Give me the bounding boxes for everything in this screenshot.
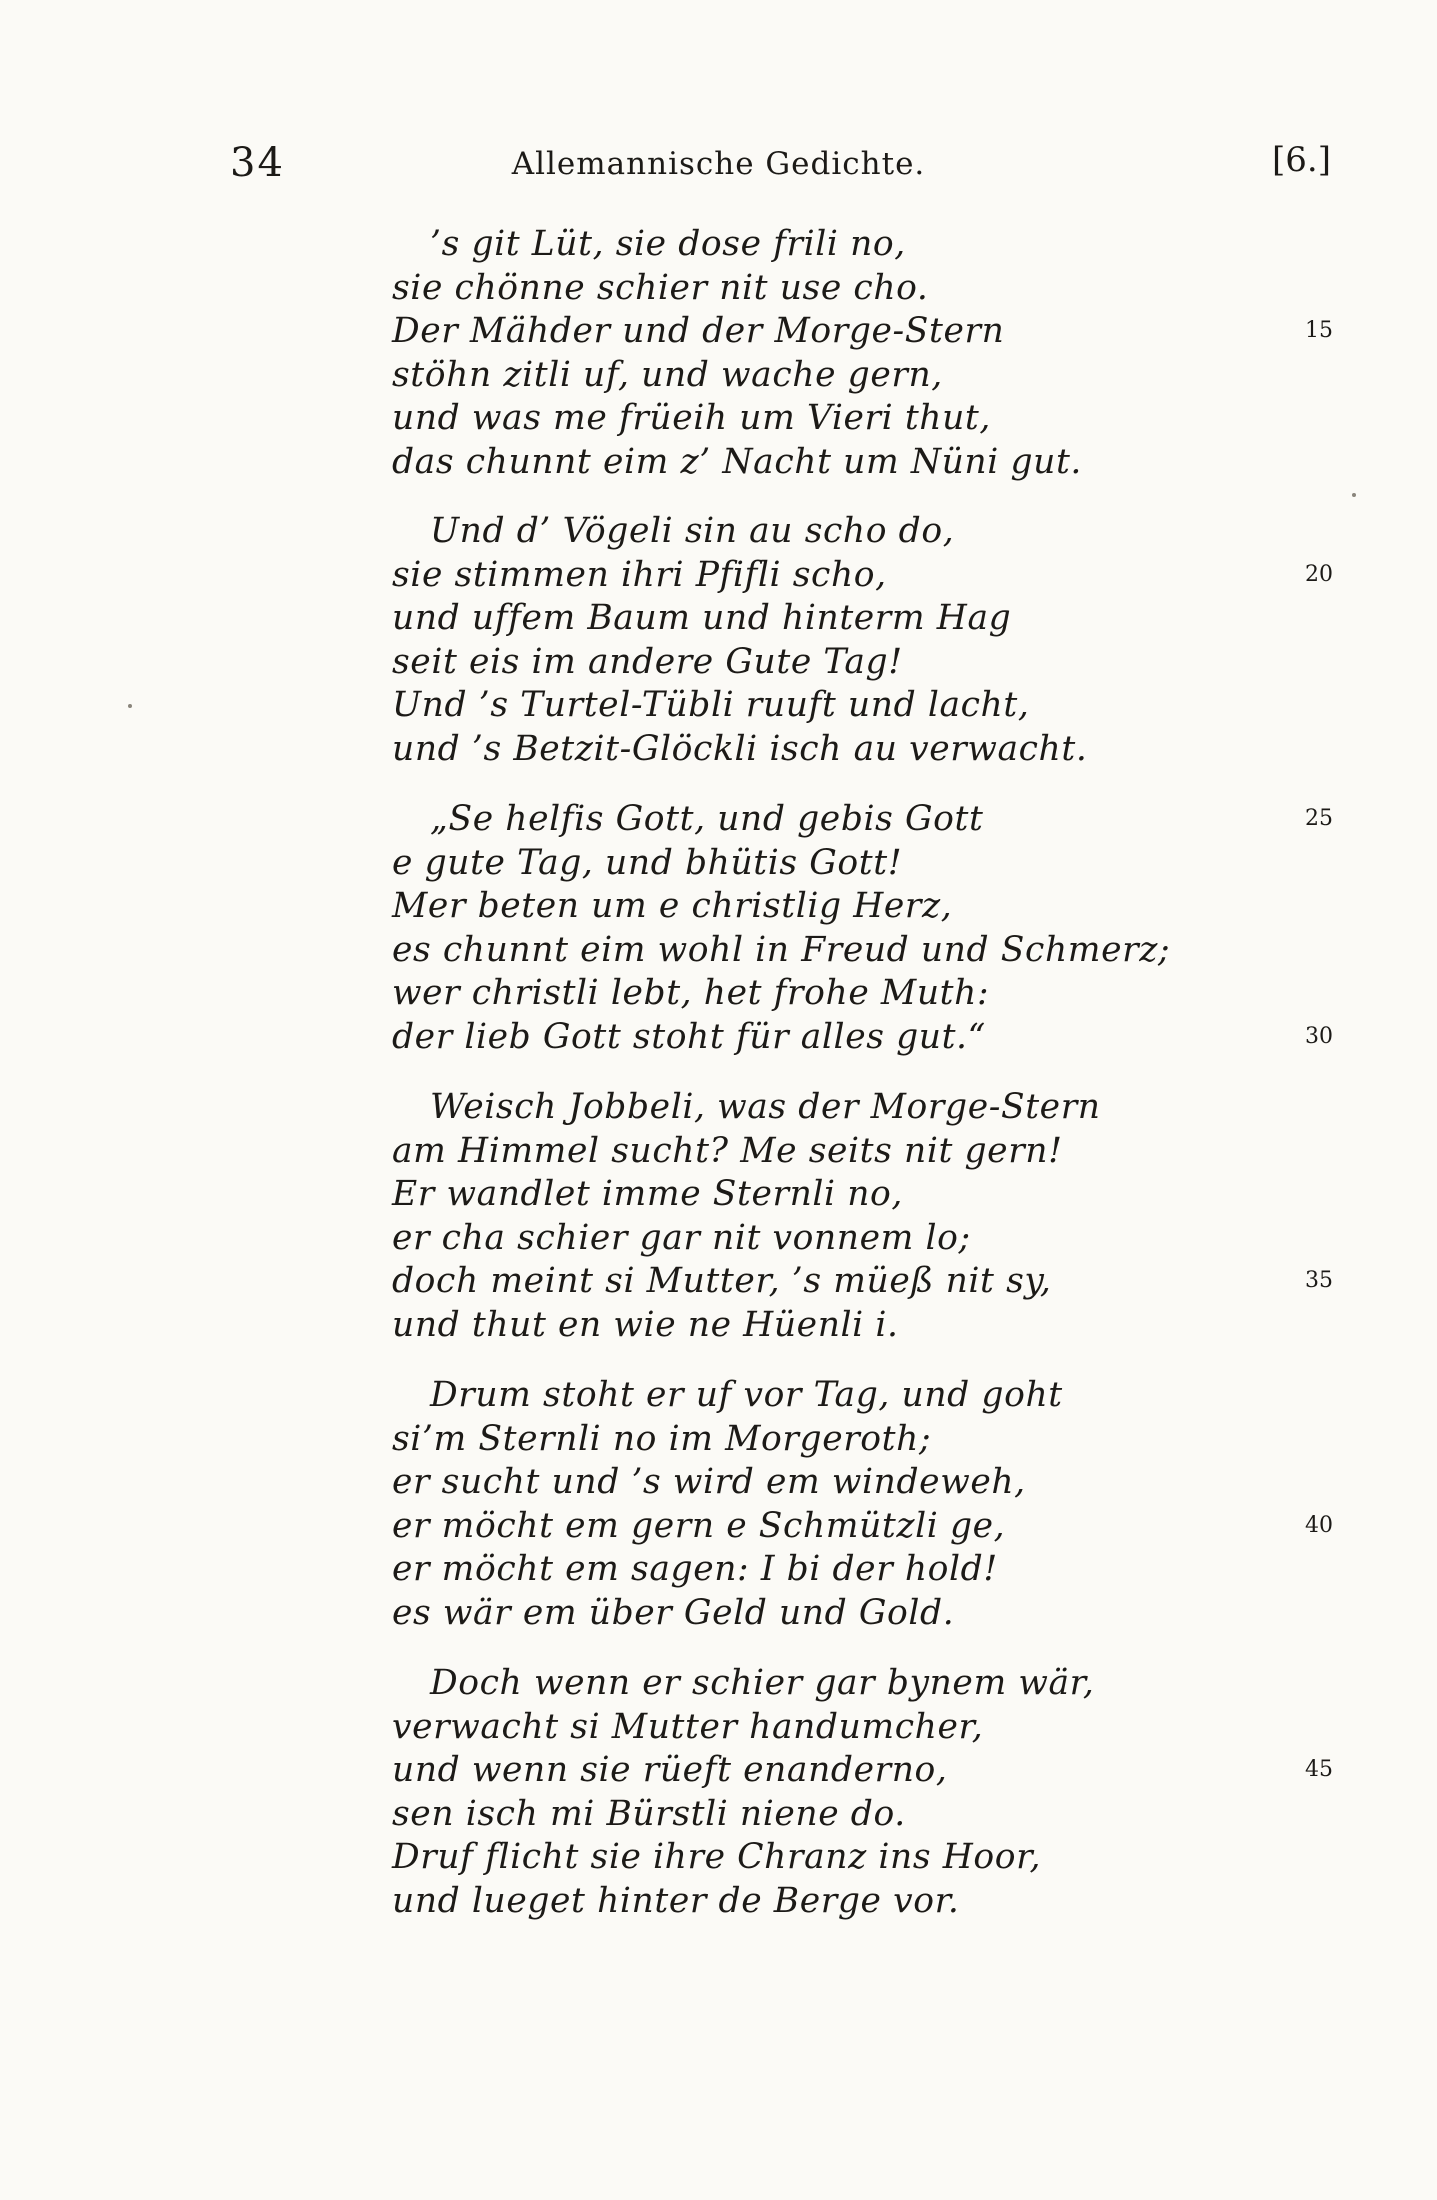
verse-line: „Se helfis Gott, und gebis Gott: [430, 799, 984, 839]
verse-line: und ’s Betzit-Glöckli isch au verwacht.: [392, 729, 1088, 769]
verse-line: doch meint si Mutter, ’s müeß nit sy,: [392, 1261, 1052, 1302]
verse-line: er cha schier gar nit vonnem lo;: [392, 1217, 971, 1258]
line-number: 15: [1305, 318, 1333, 344]
line-number: 25: [1305, 806, 1333, 831]
verse-line: Der Mähder und der Morge-Stern: [392, 311, 1005, 352]
verse-line: verwacht si Mutter handumcher,: [392, 1706, 984, 1747]
verse-line: Und ’s Turtel-Tübli ruuft und lacht,: [392, 685, 1030, 726]
verse-line: und was me früeih um Vieri thut,: [392, 398, 991, 439]
verse-line: er möcht em gern e Schmützli ge,: [392, 1505, 1006, 1546]
verse-line: ’s git Lüt, sie dose frili no,: [430, 224, 906, 264]
verse-line: Weisch Jobbeli, was der Morge-Stern: [430, 1087, 1101, 1127]
verse-line: Er wandlet imme Sternli no,: [392, 1174, 903, 1215]
verse-line: Und d’ Vögeli sin au scho do,: [430, 511, 955, 551]
verse-line: Druf flicht sie ihre Chranz ins Hoor,: [392, 1837, 1042, 1878]
verse-line: si’m Sternli no im Morgeroth;: [392, 1418, 932, 1459]
verse-line: stöhn zitli uf, und wache gern,: [392, 354, 943, 395]
verse-line: und lueget hinter de Berge vor.: [392, 1881, 960, 1921]
verse-line: er möcht em sagen: I bi der hold!: [392, 1549, 998, 1590]
verse-line: er sucht und ’s wird em windeweh,: [392, 1462, 1026, 1503]
verse-line: sen isch mi Bürstli niene do.: [392, 1793, 906, 1834]
running-title: Allemannische Gedichte.: [511, 146, 926, 182]
paper-speck: [1352, 493, 1356, 497]
page-number: 34: [230, 140, 285, 186]
verse-line: das chunnt eim z’ Nacht um Nüni gut.: [392, 442, 1082, 482]
verse-line: und uffem Baum und hinterm Hag: [392, 598, 1012, 639]
sheet-signature: [6.]: [1272, 140, 1331, 180]
verse-line: es wär em über Geld und Gold.: [392, 1593, 955, 1633]
line-number: 40: [1305, 1512, 1333, 1538]
verse-line: Doch wenn er schier gar bynem wär,: [430, 1663, 1095, 1703]
line-number: 20: [1305, 561, 1333, 587]
verse-line: am Himmel sucht? Me seits nit gern!: [392, 1130, 1063, 1171]
line-number: 45: [1305, 1757, 1333, 1783]
line-number: 35: [1305, 1268, 1333, 1294]
verse-line: sie chönne schier nit use cho.: [392, 267, 929, 308]
verse-line: Drum stoht er uf vor Tag, und goht: [430, 1375, 1063, 1415]
verse-line: und thut en wie ne Hüenli i.: [392, 1305, 899, 1345]
line-number: 30: [1305, 1024, 1333, 1049]
verse-line: und wenn sie rüeft enanderno,: [392, 1750, 948, 1791]
verse-line: seit eis im andere Gute Tag!: [392, 641, 903, 682]
paper-speck: [128, 704, 132, 708]
verse-line: sie stimmen ihri Pfifli scho,: [392, 554, 887, 595]
verse-line: Mer beten um e christlig Herz,: [392, 886, 953, 927]
verse-line: e gute Tag, und bhütis Gott!: [392, 842, 903, 883]
verse-line: der lieb Gott stoht für alles gut.“: [392, 1017, 986, 1057]
verse-line: es chunnt eim wohl in Freud und Schmerz;: [392, 929, 1171, 970]
verse-line: wer christli lebt, het frohe Muth:: [392, 973, 990, 1014]
